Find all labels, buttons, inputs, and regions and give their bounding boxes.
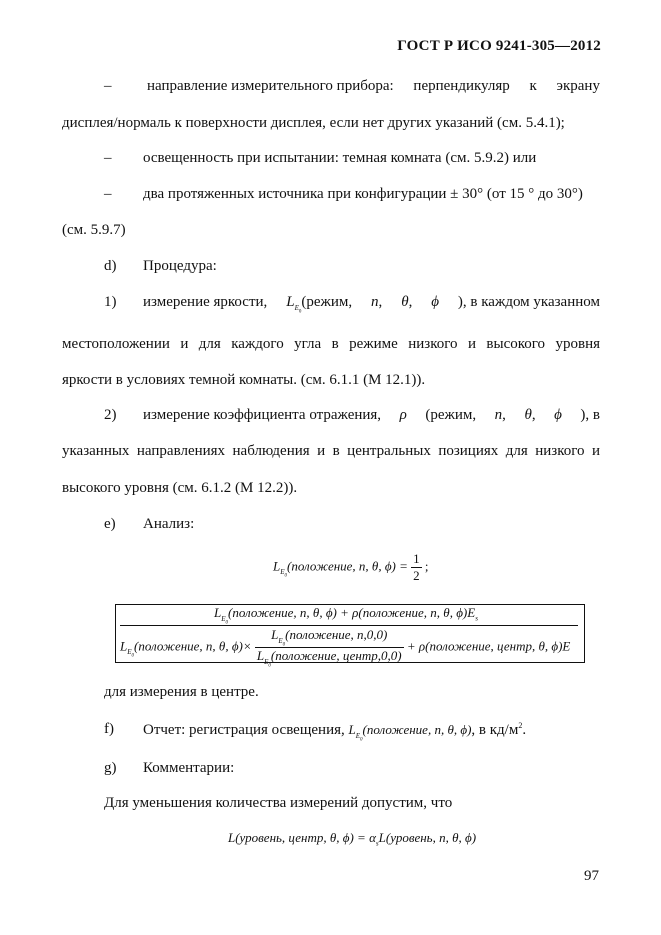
- dash-marker: –: [104, 150, 112, 166]
- step1-line-3: яркости в условиях темной комнаты. (см. 6.1.1 (М 12.1)).: [62, 372, 426, 388]
- step1-line-2: местоположении и для каждого угла в режиме низкого и высокого уровня: [62, 336, 600, 352]
- dash-marker: –: [104, 186, 112, 202]
- step1-text-c: ), в каждом указанном: [457, 294, 600, 310]
- analysis-marker: e): [104, 516, 116, 532]
- step2-text-b: (режим,: [425, 407, 477, 423]
- step2-n: n,: [494, 407, 506, 423]
- formula-half-luminance: $L_{E_0}(положение$, n, θ, ϕ) = $\frac{1}{2}$ ;: [273, 551, 429, 583]
- procedure-marker: d): [104, 258, 117, 274]
- step2-text-c: ), в: [580, 407, 600, 423]
- formula-bracket-right: [576, 604, 585, 663]
- report-marker: f): [104, 721, 114, 737]
- report-label: Отчет: регистрация освещения,: [143, 722, 345, 738]
- step2-theta: θ,: [524, 407, 536, 423]
- step2-line-3: высокого уровня (см. 6.1.2 (М 12.2)).: [62, 480, 298, 496]
- dash-marker: –: [104, 78, 112, 94]
- procedure-label: Процедура:: [143, 258, 217, 274]
- step1-text-a: измерение яркости,: [143, 294, 268, 310]
- step1-marker: 1): [104, 294, 117, 310]
- comments-marker: g): [104, 760, 117, 776]
- step2-phi: ϕ: [554, 407, 562, 423]
- report-end: .: [522, 722, 527, 738]
- step2-line-2: указанных направлениях наблюдения и в центральных позициях для низкого и: [62, 443, 600, 459]
- step2-rho: ρ: [399, 407, 407, 423]
- report-formula: $L_{E_0}(положение$, n, θ, ϕ): [348, 722, 472, 742]
- step1-symbol: $L_{E_0}(режим$,: [286, 294, 353, 315]
- direction-label: направление измерительного прибора:: [147, 78, 394, 94]
- step2-text-a: измерение коэффициента отражения,: [143, 407, 382, 423]
- formula-ratio-top: $L_{E_0}(положение$, n, θ, ϕ) + ρ(положение, n, θ, $\phi)E_s$: [214, 605, 478, 625]
- direction-word-perp: перпендикуляр: [413, 78, 510, 94]
- step2-line: [143, 407, 600, 424]
- sources-line: два протяженных источника при конфигурации ± 30° (от 15 ° до 30°): [143, 186, 583, 202]
- direction-word-screen: экрану: [556, 78, 600, 94]
- analysis-label: Анализ:: [143, 516, 195, 532]
- comments-label: Комментарии:: [143, 760, 235, 776]
- step1-n: n,: [371, 294, 383, 310]
- analysis-note: для измерения в центре.: [104, 684, 259, 700]
- page-number: 97: [584, 868, 599, 884]
- step1-theta: θ,: [401, 294, 413, 310]
- formula-level: L(уровень, центр, θ, $\phi) = \alpha_sL(уровень$, n, θ, ϕ): [228, 830, 477, 848]
- step2-marker: 2): [104, 407, 117, 423]
- direction-line: [147, 78, 600, 95]
- step1-phi: ϕ: [431, 294, 439, 310]
- formula-ratio-bar: [120, 625, 578, 626]
- formula-ratio-bottom: $L_{E_0}(положение$, n, θ, ϕ)× $\frac{L_{E_0}(положение, n,0,0)}{L_{E_0}(положение, центр,0,0)}$ + ρ(положение, центр, θ, ϕ)E: [120, 627, 571, 668]
- report-unit: , в кд/м: [471, 722, 519, 738]
- sources-ref: (см. 5.9.7): [62, 222, 126, 238]
- report-unit-sup: 2: [518, 721, 523, 730]
- page-header: ГОСТ Р ИСО 9241-305—2012: [397, 38, 601, 54]
- step1-line: [143, 294, 600, 314]
- direction-word-k: к: [529, 78, 537, 94]
- comments-text: Для уменьшения количества измерений допустим, что: [104, 795, 453, 811]
- illumination-line: освещенность при испытании: темная комната (см. 5.9.2) или: [143, 150, 537, 166]
- report-line: [143, 721, 526, 742]
- direction-line-2: дисплея/нормаль к поверхности дисплея, если нет других указаний (см. 5.4.1);: [62, 115, 565, 131]
